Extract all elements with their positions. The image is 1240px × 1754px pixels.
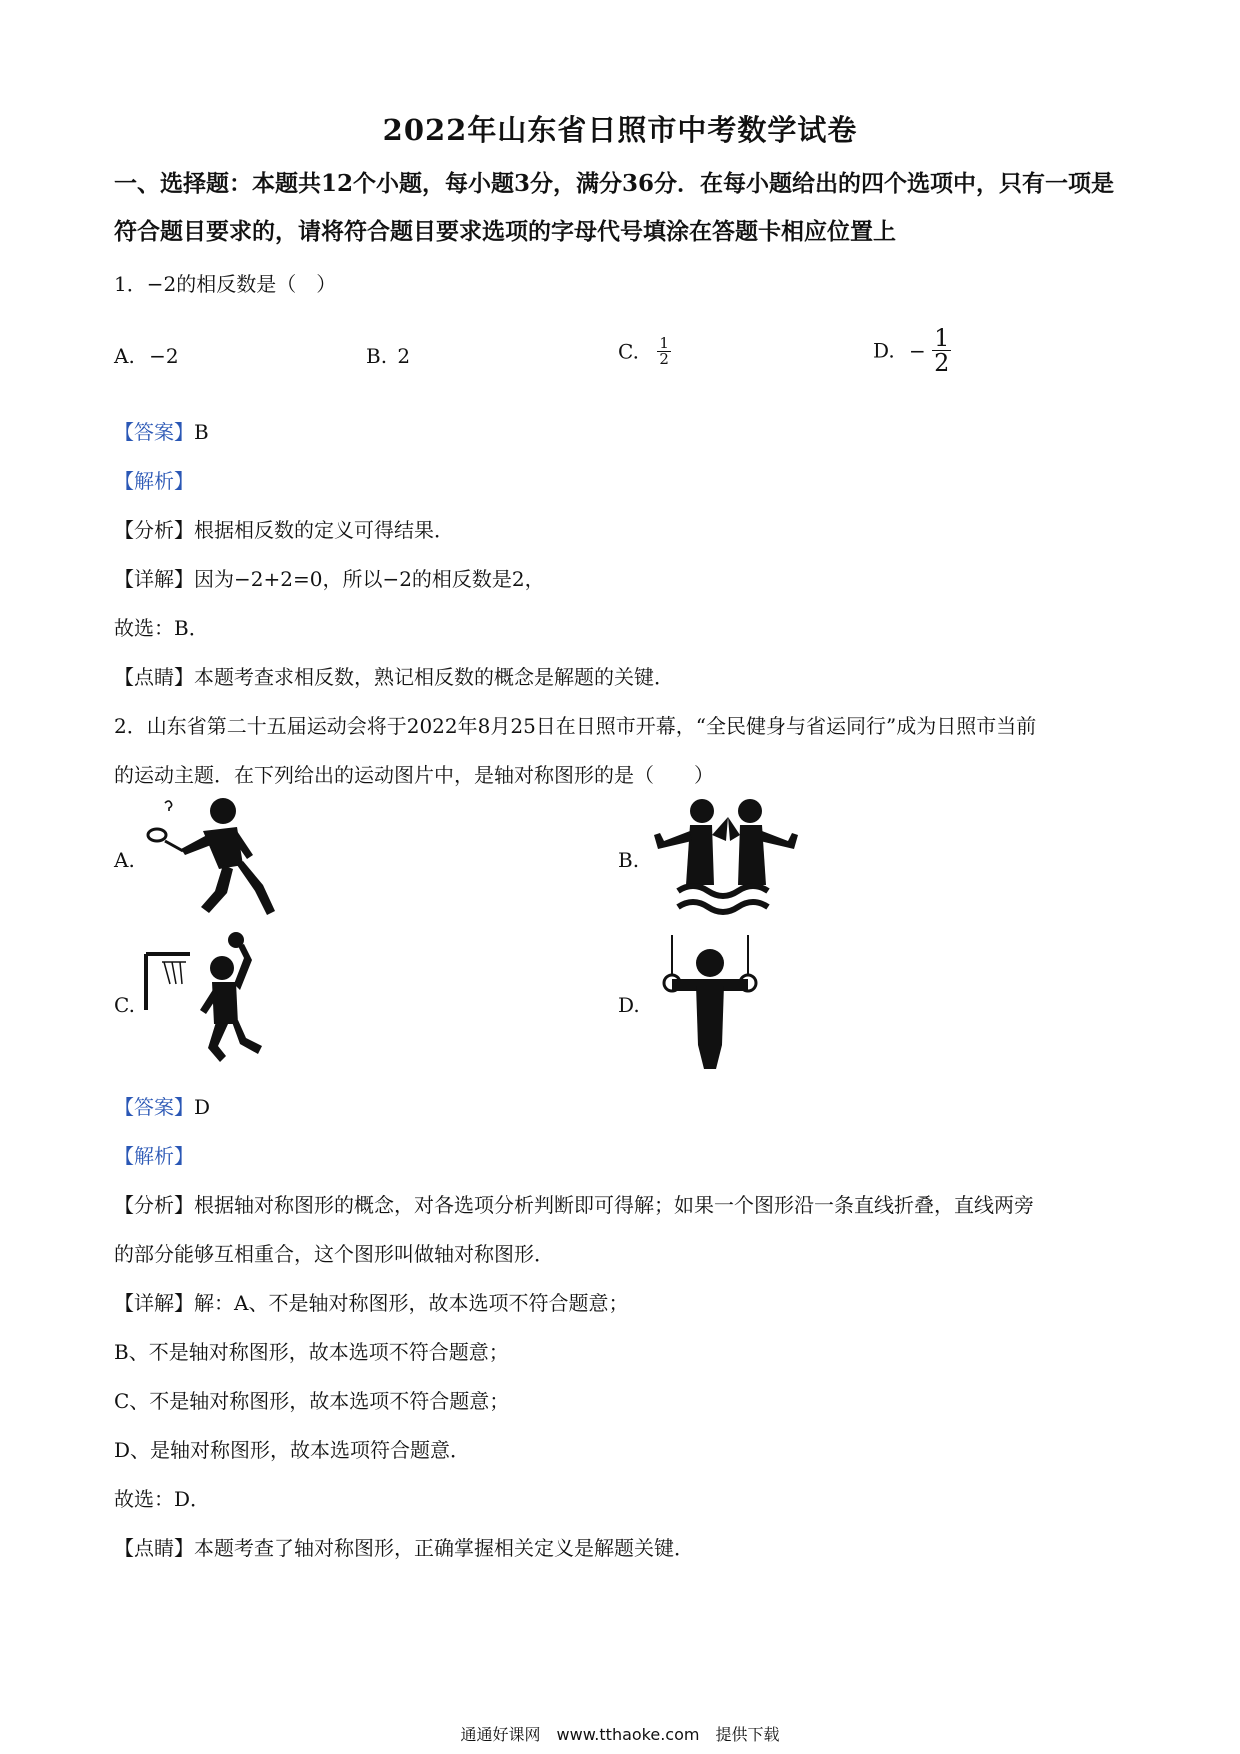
- q1-option-c-numerator: 1: [659, 334, 669, 352]
- q1-option-c-fraction: [657, 336, 671, 367]
- q1-fenxi-tag: 【分析】: [114, 518, 194, 542]
- basketball-figure: [140, 930, 280, 1070]
- q1-dianjing-tag: 【点睛】: [114, 665, 194, 689]
- q2-option-b-label: B.: [618, 848, 640, 872]
- q2-line-d: D、是轴对称图形，故本选项符合题意．: [114, 1438, 471, 1462]
- q2-fenxi-text1: 根据轴对称图形的概念，对各选项分析判断即可得解；如果一个图形沿一条直线折叠，直线两旁: [194, 1193, 1034, 1217]
- q2-fenxi-tag: 【分析】: [114, 1193, 194, 1217]
- q1-option-a-value: −2: [149, 344, 179, 368]
- q1-dianjing-text: 本题考查求相反数，熟记相反数的概念是解题的关键．: [194, 665, 674, 689]
- q2-analysis-tag: 【解析】: [114, 1144, 194, 1168]
- q1-dianjing: [114, 661, 674, 690]
- q2-stem-line1: 2．山东省第二十五届运动会将于2022年8月25日在日照市开幕，“全民健身与省运同行”成为日照市当前: [114, 714, 1037, 738]
- q2-line-c: C、不是轴对称图形，故本选项不符合题意；: [114, 1389, 510, 1413]
- q2-option-c-label: C.: [114, 993, 135, 1017]
- q1-option-c-label: C.: [618, 339, 639, 364]
- q2-answer: [114, 1091, 210, 1120]
- q2-fenxi-line1: [114, 1189, 1034, 1218]
- q1-xiangjie-tag: 【详解】: [114, 567, 194, 591]
- swimmers-figure: [650, 795, 800, 925]
- footer-credit: 通通好课网 www.tthaoke.com 提供下载: [460, 1725, 780, 1744]
- q1-option-a: [114, 344, 179, 368]
- q1-choose: 故选：B．: [114, 616, 209, 640]
- q2-dianjing-text: 本题考查了轴对称图形，正确掌握相关定义是解题关键．: [194, 1536, 694, 1560]
- page-title: 2022年山东省日照市中考数学试卷: [382, 113, 858, 147]
- rings-gymnast-figure: [650, 935, 770, 1075]
- q1-answer: [114, 416, 209, 445]
- q1-option-d-sign: −: [909, 338, 926, 363]
- q2-stem-line2: 的运动主题．在下列给出的运动图片中，是轴对称图形的是（ ）: [114, 763, 714, 787]
- q2-option-d-label: D.: [618, 993, 640, 1017]
- badminton-figure: [145, 795, 295, 925]
- q2-dianjing: [114, 1532, 694, 1561]
- q2-xiangjie-tag: 【详解】: [114, 1291, 194, 1315]
- q1-option-d-label: D.: [873, 338, 895, 363]
- q2-choose: 故选：D．: [114, 1487, 211, 1511]
- q1-option-b-label: B.: [366, 344, 388, 368]
- q1-fenxi-text: 根据相反数的定义可得结果．: [194, 518, 454, 542]
- q2-fenxi-line2: 的部分能够互相重合，这个图形叫做轴对称图形．: [114, 1242, 554, 1266]
- q1-option-b-value: 2: [397, 344, 411, 368]
- q1-analysis-tag: 【解析】: [114, 469, 194, 493]
- q2-answer-tag: 【答案】: [114, 1095, 194, 1119]
- q1-option-c-denominator: 2: [659, 350, 669, 368]
- q1-option-d-denominator: 2: [934, 349, 950, 377]
- q2-xiangjie: [114, 1287, 628, 1316]
- q1-option-d: [873, 326, 951, 375]
- q1-option-c: [618, 336, 671, 367]
- section-heading: 一、选择题：本题共12个小题，每小题3分，满分36分．在每小题给出的四个选项中，只有一项是符合题目要求的，请将符合题目要求选项的字母代号填涂在答题卡相应位置上: [114, 170, 1115, 245]
- q1-option-b: [366, 344, 410, 368]
- q1-fenxi: [114, 514, 454, 543]
- q1-answer-value: B: [194, 420, 209, 444]
- q2-xiangjie-text: 解：A、不是轴对称图形，故本选项不符合题意；: [194, 1291, 629, 1315]
- q1-stem: 1．−2的相反数是（ ）: [114, 272, 337, 296]
- q1-xiangjie-text: 因为−2+2=0，所以−2的相反数是2，: [194, 567, 545, 591]
- q2-dianjing-tag: 【点睛】: [114, 1536, 194, 1560]
- q1-xiangjie: [114, 563, 545, 592]
- q2-answer-value: D: [194, 1095, 211, 1119]
- q1-answer-tag: 【答案】: [114, 420, 194, 444]
- q1-option-d-numerator: 1: [934, 324, 950, 352]
- q2-line-b: B、不是轴对称图形，故本选项不符合题意；: [114, 1340, 509, 1364]
- q1-option-a-label: A.: [114, 344, 135, 368]
- q1-option-d-fraction: [932, 326, 951, 375]
- q2-option-a-label: A.: [114, 848, 135, 872]
